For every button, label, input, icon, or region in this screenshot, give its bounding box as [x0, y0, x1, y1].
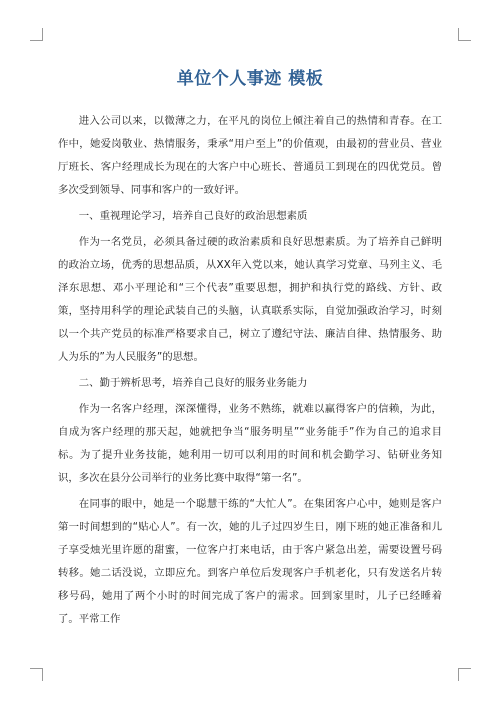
crop-mark-top-left	[30, 28, 43, 41]
crop-mark-bottom-left	[30, 668, 43, 681]
document-title: 单位个人事迹 模板	[176, 69, 324, 89]
section-heading-1: 一、重视理论学习，培养自己良好的政治思想素质	[78, 210, 308, 222]
crop-mark-top-right	[458, 28, 471, 41]
section-heading-2: 二、勤于辨析思考，培养自己良好的服务业务能力	[78, 377, 308, 389]
paragraph-intro: 进入公司以来，以微薄之力，在平凡的岗位上倾注着自己的热情和青春。在工作中，她爱岗敬业、热情服务，秉承“用户至上”的价值观，由最初的营业员、营业厅班长、客户经理成长为现在的大客户中心班长、普通员工到现在的四优党员。曾多次受到领导、同事和客户的一致好评。	[58, 115, 442, 196]
crop-mark-bottom-right	[458, 668, 471, 681]
document-body	[58, 110, 442, 634]
paragraph-colleagues: 在同事的眼中，她是一个聪慧干练的“大忙人”。在集团客户心中，她则是客户第一时间想到的“贴心人”。有一次，她的儿子过四岁生日，刚下班的她正准备和儿子享受烛光里许愿的甜蜜，一位客户打来电话，由于客户紧急出差，需要设置号码转移。她二话没说，立即应允。到客户单位后发现客户手机老化，只有发送名片转移号码，她用了两个小时的时间完成了客户的需求。回到家里时，儿子已经睡着了。平常工作	[58, 498, 442, 625]
paragraph-section-2: 作为一名客户经理，深深懂得，业务不熟练，就难以赢得客户的信赖，为此，自成为客户经理的那天起，她就把争当“服务明星”“业务能手”作为自己的追求目标。为了提升业务技能，她利用一切可以利用的时间和机会勤学习、钻研业务知识，多次在县分公司举行的业务比赛中取得“第一名”。	[58, 403, 442, 484]
paragraph-section-1: 作为一名党员，必须具备过硬的政治素质和良好思想素质。为了培养自己鲜明的政治立场，优秀的思想品质，从XX年入党以来，她认真学习党章、马列主义、毛泽东思想、邓小平理论和“三个代表”重要思想，拥护和执行党的路线、方针、政策，坚持用科学的理论武装自己的头脑，认真联系实际，自觉加强政治学习，时刻以一个共产党员的标准严格要求自己，树立了遵纪守法、廉洁自律、热情服务、助人为乐的”为人民服务”的思想。	[58, 236, 442, 363]
